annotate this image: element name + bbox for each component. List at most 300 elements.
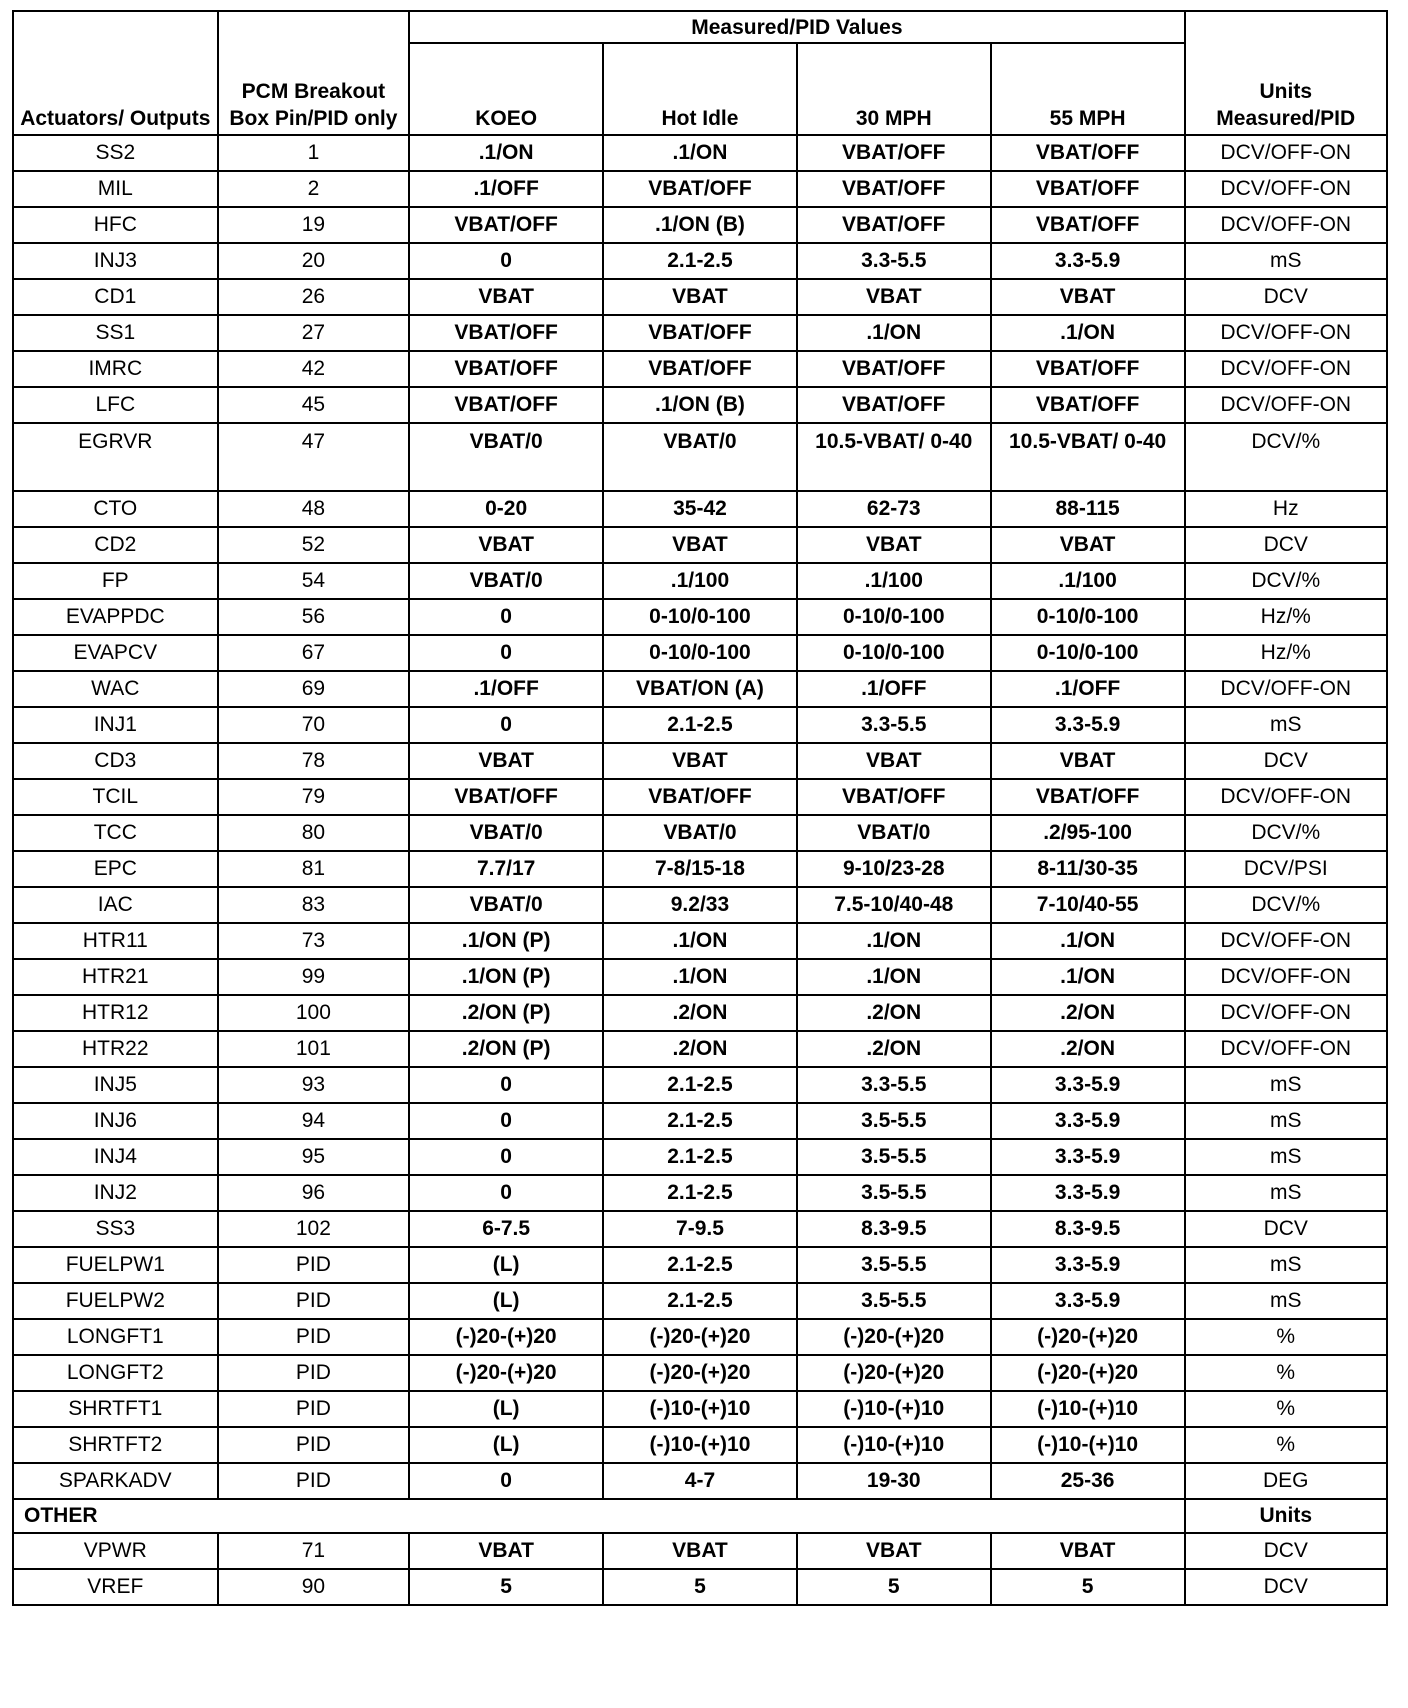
hot-idle-cell: .1/ON (B)	[603, 207, 797, 243]
koeo-cell: 0	[409, 1175, 603, 1211]
units-cell: DCV/%	[1185, 815, 1388, 851]
units-cell: DCV	[1185, 527, 1388, 563]
hot-idle-cell: (-)10-(+)10	[603, 1427, 797, 1463]
units-cell: %	[1185, 1391, 1388, 1427]
units-cell: DCV/OFF-ON	[1185, 315, 1388, 351]
mph55-cell: 0-10/0-100	[991, 599, 1185, 635]
hot-idle-cell: VBAT/OFF	[603, 779, 797, 815]
actuator-name: SS2	[13, 135, 218, 171]
actuator-name: SS3	[13, 1211, 218, 1247]
mph30-cell: 3.3-5.5	[797, 243, 991, 279]
koeo-cell: 0	[409, 1463, 603, 1499]
units-cell: mS	[1185, 1103, 1388, 1139]
mph30-cell: 3.3-5.5	[797, 707, 991, 743]
units-cell: DCV/OFF-ON	[1185, 671, 1388, 707]
mph30-cell: VBAT	[797, 1533, 991, 1569]
mph30-cell: 7.5-10/40-48	[797, 887, 991, 923]
units-cell: DCV/OFF-ON	[1185, 171, 1388, 207]
koeo-cell: VBAT	[409, 279, 603, 315]
koeo-cell: 5	[409, 1569, 603, 1605]
table-row	[13, 815, 1387, 851]
units-cell: mS	[1185, 1175, 1388, 1211]
table-row	[13, 923, 1387, 959]
table-row	[13, 279, 1387, 315]
table-row	[13, 491, 1387, 527]
hot-idle-cell: .1/ON	[603, 959, 797, 995]
hot-idle-cell: (-)20-(+)20	[603, 1355, 797, 1391]
hot-idle-cell: (-)10-(+)10	[603, 1391, 797, 1427]
actuator-name: HTR22	[13, 1031, 218, 1067]
mph55-cell: .2/ON	[991, 995, 1185, 1031]
actuator-name: CD3	[13, 743, 218, 779]
mph55-cell: (-)20-(+)20	[991, 1355, 1185, 1391]
mph55-cell: 3.3-5.9	[991, 1139, 1185, 1175]
pin-cell: 80	[218, 815, 410, 851]
mph30-cell: 5	[797, 1569, 991, 1605]
mph30-cell: .1/ON	[797, 959, 991, 995]
hot-idle-cell: 7-8/15-18	[603, 851, 797, 887]
table-row	[13, 1319, 1387, 1355]
pin-cell: 83	[218, 887, 410, 923]
koeo-cell: VBAT/0	[409, 423, 603, 491]
hot-idle-cell: VBAT/OFF	[603, 351, 797, 387]
pin-cell: 94	[218, 1103, 410, 1139]
table-row	[13, 1463, 1387, 1499]
hot-idle-cell: .1/ON	[603, 135, 797, 171]
units-cell: Hz/%	[1185, 635, 1388, 671]
units-cell: DCV/OFF-ON	[1185, 387, 1388, 423]
mph30-cell: VBAT/OFF	[797, 135, 991, 171]
mph55-cell: 3.3-5.9	[991, 1103, 1185, 1139]
units-cell: %	[1185, 1355, 1388, 1391]
pin-cell: PID	[218, 1463, 410, 1499]
mph30-cell: VBAT/OFF	[797, 351, 991, 387]
table-row	[13, 351, 1387, 387]
units-cell: DCV	[1185, 1569, 1388, 1605]
hot-idle-cell: 2.1-2.5	[603, 1139, 797, 1175]
pin-cell: 52	[218, 527, 410, 563]
hot-idle-cell: VBAT	[603, 527, 797, 563]
hot-idle-cell: 2.1-2.5	[603, 243, 797, 279]
koeo-cell: 0	[409, 1067, 603, 1103]
table-row	[13, 1533, 1387, 1569]
mph55-cell: VBAT	[991, 527, 1185, 563]
pin-cell: 2	[218, 171, 410, 207]
mph30-cell: 0-10/0-100	[797, 635, 991, 671]
mph55-cell: 3.3-5.9	[991, 243, 1185, 279]
koeo-cell: .1/ON	[409, 135, 603, 171]
table-row	[13, 779, 1387, 815]
hot-idle-cell: 35-42	[603, 491, 797, 527]
koeo-cell: .1/OFF	[409, 171, 603, 207]
koeo-cell: (L)	[409, 1247, 603, 1283]
pin-cell: PID	[218, 1283, 410, 1319]
actuator-name: INJ5	[13, 1067, 218, 1103]
pin-cell: PID	[218, 1391, 410, 1427]
table-row	[13, 1139, 1387, 1175]
hot-idle-cell: (-)20-(+)20	[603, 1319, 797, 1355]
units-cell: DCV/%	[1185, 563, 1388, 599]
actuator-name: HTR21	[13, 959, 218, 995]
mph55-cell: 5	[991, 1569, 1185, 1605]
hot-idle-cell: 2.1-2.5	[603, 1103, 797, 1139]
koeo-cell: 7.7/17	[409, 851, 603, 887]
actuator-name: SHRTFT2	[13, 1427, 218, 1463]
mph30-cell: .2/ON	[797, 995, 991, 1031]
actuator-name: LFC	[13, 387, 218, 423]
mph30-cell: 0-10/0-100	[797, 599, 991, 635]
actuator-name: INJ4	[13, 1139, 218, 1175]
mph55-cell: (-)10-(+)10	[991, 1391, 1185, 1427]
units-cell: DCV/OFF-ON	[1185, 135, 1388, 171]
mph55-cell: VBAT/OFF	[991, 779, 1185, 815]
header-30-mph: 30 MPH	[797, 43, 991, 135]
mph55-cell: .2/ON	[991, 1031, 1185, 1067]
hot-idle-cell: 0-10/0-100	[603, 599, 797, 635]
pin-cell: 79	[218, 779, 410, 815]
table-row	[13, 887, 1387, 923]
mph55-cell: VBAT/OFF	[991, 171, 1185, 207]
table-row	[13, 1211, 1387, 1247]
units-cell: mS	[1185, 1247, 1388, 1283]
mph55-cell: .1/ON	[991, 315, 1185, 351]
units-cell: DCV	[1185, 1211, 1388, 1247]
units-cell: Hz/%	[1185, 599, 1388, 635]
koeo-cell: VBAT/OFF	[409, 779, 603, 815]
actuator-name: CTO	[13, 491, 218, 527]
koeo-cell: .2/ON (P)	[409, 995, 603, 1031]
mph30-cell: 9-10/23-28	[797, 851, 991, 887]
koeo-cell: 0	[409, 1103, 603, 1139]
mph30-cell: (-)20-(+)20	[797, 1319, 991, 1355]
mph30-cell: 3.3-5.5	[797, 1067, 991, 1103]
other-section	[13, 1499, 1387, 1605]
koeo-cell: 0-20	[409, 491, 603, 527]
table-row	[13, 243, 1387, 279]
units-cell: DCV/OFF-ON	[1185, 779, 1388, 815]
units-cell: DCV	[1185, 743, 1388, 779]
table-row	[13, 1355, 1387, 1391]
units-cell: DCV/PSI	[1185, 851, 1388, 887]
table-row	[13, 1103, 1387, 1139]
actuator-name: TCIL	[13, 779, 218, 815]
mph55-cell: .1/OFF	[991, 671, 1185, 707]
actuator-name: SHRTFT1	[13, 1391, 218, 1427]
mph55-cell: VBAT/OFF	[991, 135, 1185, 171]
pin-cell: PID	[218, 1247, 410, 1283]
mph30-cell: 19-30	[797, 1463, 991, 1499]
actuator-name: HTR12	[13, 995, 218, 1031]
pin-cell: 48	[218, 491, 410, 527]
units-cell: mS	[1185, 707, 1388, 743]
mph55-cell: VBAT	[991, 1533, 1185, 1569]
koeo-cell: VBAT/OFF	[409, 207, 603, 243]
koeo-cell: VBAT/OFF	[409, 387, 603, 423]
actuator-name: MIL	[13, 171, 218, 207]
hot-idle-cell: .2/ON	[603, 1031, 797, 1067]
actuator-name: EPC	[13, 851, 218, 887]
mph55-cell: 88-115	[991, 491, 1185, 527]
hot-idle-cell: 4-7	[603, 1463, 797, 1499]
hot-idle-cell: VBAT/OFF	[603, 171, 797, 207]
mph30-cell: VBAT	[797, 279, 991, 315]
hot-idle-cell: 9.2/33	[603, 887, 797, 923]
pin-cell: 45	[218, 387, 410, 423]
mph30-cell: .1/ON	[797, 315, 991, 351]
table-row	[13, 1391, 1387, 1427]
mph55-cell: .1/ON	[991, 959, 1185, 995]
table-row	[13, 1569, 1387, 1605]
mph30-cell: .1/OFF	[797, 671, 991, 707]
mph55-cell: 25-36	[991, 1463, 1185, 1499]
koeo-cell: .1/ON (P)	[409, 923, 603, 959]
mph30-cell: .1/ON	[797, 923, 991, 959]
actuator-name: LONGFT2	[13, 1355, 218, 1391]
units-cell: DCV	[1185, 279, 1388, 315]
pin-cell: 96	[218, 1175, 410, 1211]
mph30-cell: 3.5-5.5	[797, 1103, 991, 1139]
pin-cell: 78	[218, 743, 410, 779]
units-cell: mS	[1185, 1067, 1388, 1103]
pin-cell: PID	[218, 1319, 410, 1355]
mph30-cell: VBAT/OFF	[797, 387, 991, 423]
actuator-name: HTR11	[13, 923, 218, 959]
mph55-cell: 3.3-5.9	[991, 1175, 1185, 1211]
pin-cell: 93	[218, 1067, 410, 1103]
pin-cell: 73	[218, 923, 410, 959]
mph55-cell: VBAT	[991, 279, 1185, 315]
units-cell: mS	[1185, 1139, 1388, 1175]
table-row	[13, 671, 1387, 707]
koeo-cell: VBAT/OFF	[409, 351, 603, 387]
actuator-name: IMRC	[13, 351, 218, 387]
koeo-cell: VBAT	[409, 1533, 603, 1569]
koeo-cell: VBAT/0	[409, 563, 603, 599]
koeo-cell: 6-7.5	[409, 1211, 603, 1247]
mph55-cell: (-)20-(+)20	[991, 1319, 1185, 1355]
mph55-cell: 8-11/30-35	[991, 851, 1185, 887]
table-row	[13, 423, 1387, 491]
mph55-cell: VBAT/OFF	[991, 207, 1185, 243]
actuator-name: EVAPPDC	[13, 599, 218, 635]
hot-idle-cell: .2/ON	[603, 995, 797, 1031]
pin-cell: 81	[218, 851, 410, 887]
table-row	[13, 1427, 1387, 1463]
koeo-cell: (L)	[409, 1391, 603, 1427]
actuator-name: WAC	[13, 671, 218, 707]
mph30-cell: 10.5-VBAT/ 0-40	[797, 423, 991, 491]
pid-values-table	[12, 10, 1388, 1606]
table-row	[13, 1175, 1387, 1211]
mph55-cell: (-)10-(+)10	[991, 1427, 1185, 1463]
koeo-cell: .2/ON (P)	[409, 1031, 603, 1067]
other-header-row	[13, 1499, 1387, 1533]
pin-cell: 27	[218, 315, 410, 351]
actuator-name: TCC	[13, 815, 218, 851]
koeo-cell: .1/OFF	[409, 671, 603, 707]
actuator-name: INJ3	[13, 243, 218, 279]
pin-cell: 69	[218, 671, 410, 707]
hot-idle-cell: VBAT/ON (A)	[603, 671, 797, 707]
koeo-cell: VBAT/OFF	[409, 315, 603, 351]
table-row	[13, 563, 1387, 599]
mph30-cell: .1/100	[797, 563, 991, 599]
mph55-cell: VBAT/OFF	[991, 351, 1185, 387]
mph30-cell: .2/ON	[797, 1031, 991, 1067]
mph55-cell: 3.3-5.9	[991, 1067, 1185, 1103]
actuator-name: CD2	[13, 527, 218, 563]
pin-cell: 19	[218, 207, 410, 243]
koeo-cell: (-)20-(+)20	[409, 1319, 603, 1355]
hot-idle-cell: VBAT/0	[603, 815, 797, 851]
units-cell: DCV/%	[1185, 423, 1388, 491]
mph30-cell: VBAT	[797, 527, 991, 563]
koeo-cell: (-)20-(+)20	[409, 1355, 603, 1391]
pin-cell: 70	[218, 707, 410, 743]
mph30-cell: (-)20-(+)20	[797, 1355, 991, 1391]
header-hot-idle: Hot Idle	[603, 43, 797, 135]
mph30-cell: 62-73	[797, 491, 991, 527]
units-cell: DCV/OFF-ON	[1185, 207, 1388, 243]
table-row	[13, 135, 1387, 171]
actuator-name: SS1	[13, 315, 218, 351]
table-row	[13, 635, 1387, 671]
hot-idle-cell: VBAT/0	[603, 423, 797, 491]
koeo-cell: VBAT	[409, 527, 603, 563]
pin-cell: 26	[218, 279, 410, 315]
actuator-name: INJ2	[13, 1175, 218, 1211]
mph55-cell: 3.3-5.9	[991, 707, 1185, 743]
mph30-cell: 3.5-5.5	[797, 1139, 991, 1175]
units-cell: %	[1185, 1427, 1388, 1463]
table-row	[13, 527, 1387, 563]
header-55-mph: 55 MPH	[991, 43, 1185, 135]
header-actuators: Actuators/ Outputs	[13, 11, 218, 135]
mph30-cell: VBAT/OFF	[797, 207, 991, 243]
koeo-cell: VBAT/0	[409, 887, 603, 923]
table-row	[13, 1031, 1387, 1067]
header-koeo: KOEO	[409, 43, 603, 135]
mph55-cell: 0-10/0-100	[991, 635, 1185, 671]
table-row	[13, 851, 1387, 887]
mph30-cell: 3.5-5.5	[797, 1283, 991, 1319]
table-row	[13, 959, 1387, 995]
table-row	[13, 995, 1387, 1031]
mph55-cell: 10.5-VBAT/ 0-40	[991, 423, 1185, 491]
hot-idle-cell: VBAT/OFF	[603, 315, 797, 351]
mph30-cell: VBAT/0	[797, 815, 991, 851]
hot-idle-cell: .1/100	[603, 563, 797, 599]
hot-idle-cell: 7-9.5	[603, 1211, 797, 1247]
table-row	[13, 207, 1387, 243]
hot-idle-cell: VBAT	[603, 279, 797, 315]
hot-idle-cell: 2.1-2.5	[603, 1067, 797, 1103]
units-cell: DEG	[1185, 1463, 1388, 1499]
koeo-cell: 0	[409, 1139, 603, 1175]
table-row	[13, 599, 1387, 635]
hot-idle-cell: 2.1-2.5	[603, 1247, 797, 1283]
mph55-cell: VBAT/OFF	[991, 387, 1185, 423]
koeo-cell: VBAT	[409, 743, 603, 779]
pin-cell: 1	[218, 135, 410, 171]
pin-cell: 90	[218, 1569, 410, 1605]
mph55-cell: 3.3-5.9	[991, 1247, 1185, 1283]
pin-cell: 47	[218, 423, 410, 491]
actuator-name: INJ1	[13, 707, 218, 743]
pin-cell: 56	[218, 599, 410, 635]
mph55-cell: VBAT	[991, 743, 1185, 779]
mph30-cell: VBAT/OFF	[797, 779, 991, 815]
koeo-cell: 0	[409, 243, 603, 279]
units-cell: DCV/OFF-ON	[1185, 959, 1388, 995]
koeo-cell: 0	[409, 707, 603, 743]
actuator-name: VPWR	[13, 1533, 218, 1569]
mph55-cell: 7-10/40-55	[991, 887, 1185, 923]
table-row	[13, 1067, 1387, 1103]
mph55-cell: .1/ON	[991, 923, 1185, 959]
units-cell: DCV/%	[1185, 887, 1388, 923]
koeo-cell: VBAT/0	[409, 815, 603, 851]
header-pin: PCM Breakout Box Pin/PID only	[218, 11, 410, 135]
units-cell: mS	[1185, 1283, 1388, 1319]
pin-cell: 71	[218, 1533, 410, 1569]
pin-cell: 95	[218, 1139, 410, 1175]
actuator-name: EVAPCV	[13, 635, 218, 671]
pin-cell: PID	[218, 1355, 410, 1391]
units-cell: DCV/OFF-ON	[1185, 1031, 1388, 1067]
hot-idle-cell: 2.1-2.5	[603, 1283, 797, 1319]
actuator-name: SPARKADV	[13, 1463, 218, 1499]
koeo-cell: (L)	[409, 1427, 603, 1463]
pin-cell: 99	[218, 959, 410, 995]
mph30-cell: VBAT	[797, 743, 991, 779]
other-units-label: Units	[1185, 1499, 1388, 1533]
header-units: Units Measured/PID	[1185, 11, 1388, 135]
mph30-cell: 3.5-5.5	[797, 1247, 991, 1283]
units-cell: DCV	[1185, 1533, 1388, 1569]
units-cell: %	[1185, 1319, 1388, 1355]
units-cell: DCV/OFF-ON	[1185, 923, 1388, 959]
actuator-name: IAC	[13, 887, 218, 923]
hot-idle-cell: 2.1-2.5	[603, 1175, 797, 1211]
table-row	[13, 707, 1387, 743]
table-row	[13, 1247, 1387, 1283]
hot-idle-cell: VBAT	[603, 743, 797, 779]
table-row	[13, 315, 1387, 351]
pin-cell: 54	[218, 563, 410, 599]
actuator-name: CD1	[13, 279, 218, 315]
hot-idle-cell: 2.1-2.5	[603, 707, 797, 743]
table-row	[13, 743, 1387, 779]
mph30-cell: 3.5-5.5	[797, 1175, 991, 1211]
table-body	[13, 135, 1387, 1499]
units-cell: DCV/OFF-ON	[1185, 995, 1388, 1031]
mph55-cell: .1/100	[991, 563, 1185, 599]
units-cell: DCV/OFF-ON	[1185, 351, 1388, 387]
actuator-name: FUELPW2	[13, 1283, 218, 1319]
pin-cell: 100	[218, 995, 410, 1031]
koeo-cell: (L)	[409, 1283, 603, 1319]
pin-cell: 101	[218, 1031, 410, 1067]
koeo-cell: .1/ON (P)	[409, 959, 603, 995]
hot-idle-cell: 0-10/0-100	[603, 635, 797, 671]
hot-idle-cell: VBAT	[603, 1533, 797, 1569]
mph30-cell: (-)10-(+)10	[797, 1427, 991, 1463]
actuator-name: EGRVR	[13, 423, 218, 491]
koeo-cell: 0	[409, 599, 603, 635]
mph55-cell: 8.3-9.5	[991, 1211, 1185, 1247]
table-row	[13, 387, 1387, 423]
